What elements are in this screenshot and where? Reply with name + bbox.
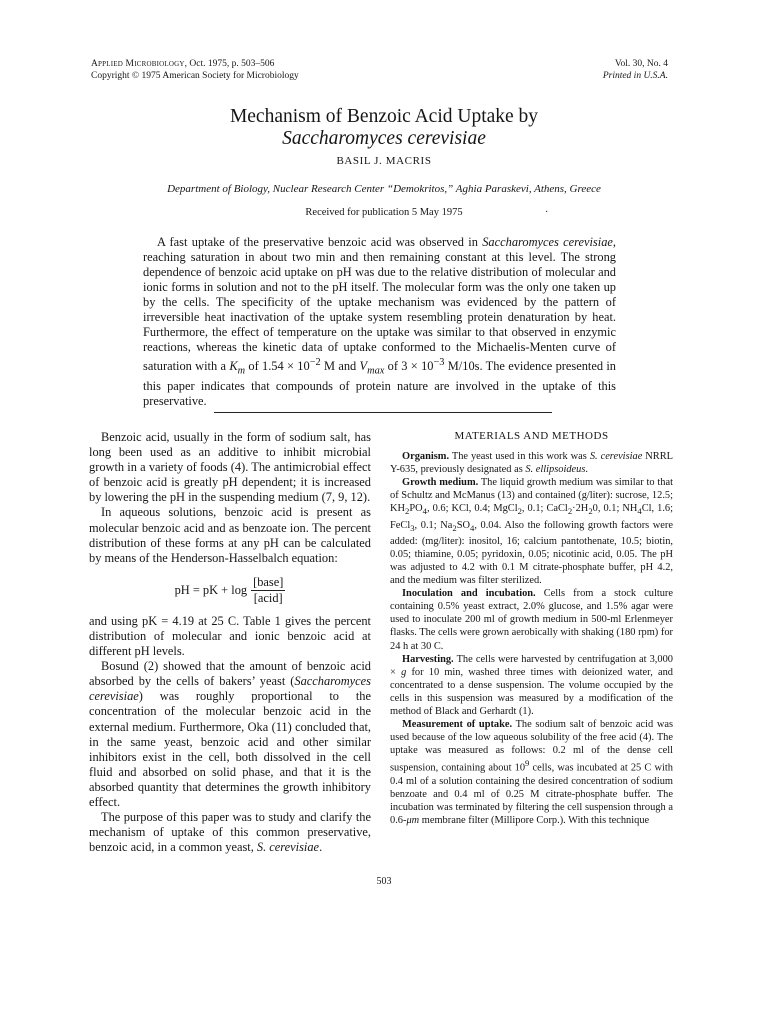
section-heading: MATERIALS AND METHODS: [454, 430, 609, 442]
author-name: BASIL J. MACRIS: [336, 155, 432, 167]
harvesting-paragraph: [390, 653, 673, 718]
title-line-1: Mechanism of Benzoic Acid Uptake by: [229, 106, 539, 127]
paper-title: [0, 106, 768, 150]
journal-name: Applied Microbiology: [91, 59, 185, 69]
paragraph-text: The sodium salt of benzoic acid was used because of the low aqueous solubility of the free acid (4). The uptake was measured as follows: 0.2 ml of the dense cell suspension, containing about 10: [390, 719, 674, 774]
paragraph-text: Cells from a stock culture containing 0.5% yeast extract, 2.0% glucose, and 1.5% agar were used to inoculate 200 ml of growth medium in 500-ml Erlenmeyer flasks. The cells were grown aerobically with shaking (180 rpm) for 24 h at 30 C.: [390, 588, 673, 652]
intro-paragraph-4: [89, 659, 371, 810]
organism-name: S. cerevisiae: [589, 451, 643, 463]
paragraph-text: .: [319, 840, 323, 855]
subscript: 4: [469, 522, 475, 533]
paragraph-text: , 0.1; Na: [414, 519, 453, 531]
abstract-text: , reaching saturation in about two min and then remaining constant at this level. The strong dependence of benzoic acid uptake on pH was due to the relative distribution of molecular and ionic forms in solution and not to the pH itself. The molecular form was the only one taken up by the cells. The specificity of the uptake mechanism was evidenced by the pattern of irreversible heat inactivation of the uptake system resembling protein denaturation by heat. Furthermore, the effect of temperature on the uptake was similar to that observed in enzymic reactions, whereas the kinetic data of uptake conformed to the Michaelis-Menten curve of saturation with a: [143, 235, 617, 374]
subscript: 4: [422, 506, 427, 517]
intro-paragraph-5: [89, 810, 371, 855]
subscript: 2: [517, 506, 522, 517]
henderson-hasselbalch-equation: [89, 574, 371, 608]
title-line-2: Saccharomyces cerevisiae: [282, 128, 486, 149]
paragraph-text: Bosund (2) showed that the amount of benzoic acid absorbed by the cells of bakers’ yeast (: [89, 659, 371, 689]
paragraph-text: , 0.04. Also the following growth factors were added: (mg/liter): inositol, 16; calcium pantothenate, 10.5; biotin, 0.05; thiamine, 0.05; pyridoxin, 0.05; nicotinic acid, 0.05. The pH was adjusted to 4.2 with 0.1 M citrate-phosphate buffer, pH 4.2, and the medium was filter sterilized.: [390, 519, 673, 587]
abstract-paragraph: [143, 235, 616, 409]
paragraph-text: The liquid growth medium was similar to that of Schultz and McManus (13) and contained (g/liter): sucrose, 12.5; KH: [390, 477, 673, 515]
stray-mark: ·: [545, 207, 549, 218]
abstract-text: M and: [320, 359, 360, 374]
paragraph-text: ·2H: [572, 503, 589, 515]
exponent: −2: [309, 357, 321, 368]
paragraph-text: SO: [456, 519, 470, 531]
running-header-left: [91, 58, 299, 82]
abstract-text: of 1.54 × 10: [245, 359, 310, 374]
right-column: [390, 430, 673, 827]
subscript: 2: [405, 506, 410, 517]
paragraph-text: The yeast used in this work was: [449, 451, 590, 463]
received-date: Received for publication 5 May 1975: [305, 207, 463, 218]
vmax-subscript: max: [367, 365, 385, 377]
run-in-heading: Growth medium.: [402, 477, 479, 489]
affiliation: Department of Biology, Nuclear Research Center “Demokritos,” Aghia Paraskevi, Athens, Greece: [167, 183, 601, 195]
g-symbol: g: [401, 666, 407, 678]
left-column: [89, 430, 371, 855]
km-symbol: K: [229, 359, 238, 374]
paragraph-text: , 0.6; KCl, 0.4; MgCl: [426, 503, 518, 515]
exponent: −3: [433, 357, 445, 368]
abstract-organism: Saccharomyces cerevisiae: [482, 235, 613, 249]
paragraph-text: membrane filter (Millipore Corp.). With this technique: [419, 815, 650, 827]
abstract-text: M/10s. The evidence presented in this paper indicates that compounds of protein nature are involved in the uptake of this preservative.: [143, 359, 616, 408]
paragraph-text: .: [585, 464, 588, 476]
equation-lhs: pH = pK + log: [174, 583, 248, 598]
run-in-heading: Harvesting.: [402, 653, 454, 665]
growth-medium-paragraph: [390, 476, 673, 587]
paragraph-text: The purpose of this paper was to study and clarify the mechanism of uptake of this common preservative, benzoic acid, in a common yeast,: [89, 810, 371, 855]
paragraph-text: The cells were harvested by centrifugation at 3,000 ×: [390, 653, 673, 678]
paragraph-text: , 0.1; CaCl: [521, 503, 568, 515]
subscript: 2: [452, 522, 457, 533]
paragraph-text: NRRL Y-635, previously designated as: [390, 451, 673, 476]
printed-line: Printed in U.S.A.: [602, 71, 668, 81]
uptake-paragraph: [390, 718, 673, 827]
paragraph-text: PO: [409, 503, 423, 515]
journal-citation: [91, 58, 299, 70]
km-subscript: m: [237, 365, 246, 377]
abstract: [143, 235, 616, 409]
equation-numerator: [base]: [253, 575, 284, 590]
abstract-divider: [214, 412, 552, 413]
abstract-text: A fast uptake of the preservative benzoic acid was observed in: [157, 235, 483, 249]
volume-line: Vol. 30, No. 4: [614, 59, 668, 69]
organism-name: S. ellipsoideus: [525, 464, 586, 476]
copyright-line: Copyright © 1975 American Society for Microbiology: [91, 71, 299, 81]
subscript: 4: [637, 506, 642, 517]
journal-issue: , Oct. 1975, p. 503–506: [184, 59, 275, 69]
exponent: 9: [525, 758, 530, 769]
micrometer-unit: μm: [406, 815, 420, 827]
intro-paragraph-3: and using pK = 4.19 at 25 C. Table 1 gives the percent distribution of molecular and ionic benzoic acid at different pH levels.: [89, 613, 371, 659]
vmax-symbol: V: [359, 359, 368, 374]
run-in-heading: Measurement of uptake.: [402, 719, 513, 731]
subscript: 2: [567, 506, 573, 517]
abstract-text: of 3 × 10: [384, 359, 434, 374]
running-header-right: [603, 58, 668, 82]
run-in-heading: Organism.: [402, 451, 450, 463]
inoculation-paragraph: [390, 587, 673, 652]
paragraph-text: Cl, 1.6; FeCl: [390, 503, 674, 531]
page-number: 503: [376, 876, 392, 887]
equation-fraction: [251, 575, 285, 606]
subscript: 3: [410, 522, 415, 533]
organism-name: Saccharomyces cerevisiae: [89, 674, 371, 704]
intro-paragraph-1: Benzoic acid, usually in the form of sodium salt, has long been used as an additive to inhibit microbial growth in a variety of foods (4). The antimicrobial effect of benzoic acid is greatly pH dependent; it is increased by lowering the pH in the suspending medium (7, 9, 12).: [89, 430, 371, 505]
organism-name: S. cerevisiae: [256, 840, 320, 855]
subscript: 2: [588, 506, 593, 517]
run-in-heading: Inoculation and incubation.: [402, 588, 536, 600]
paragraph-text: for 10 min, washed three times with deionized water, and concentrated to a dense suspension. The volume occupied by the cells in this suspension was measured by a modification of the method of Black and Gerhardt (1).: [390, 666, 673, 718]
intro-paragraph-2: In aqueous solutions, benzoic acid is present as molecular benzoic acid and as benzoate ion. The percent distribution of these forms at any pH can be calculated by means of the Henderson-Hasselbalch equation:: [89, 505, 371, 565]
paragraph-text: 0, 0.1; NH: [592, 503, 638, 515]
paragraph-text: ) was roughly proportional to the concentration of the molecular benzoic acid in the external medium. Furthermore, Oka (11) concluded that, in the same yeast, benzoic acid and other similar inhibitors exist in the cell, both dissolved in the cell fluid and absorbed on solid phase, and that it is the absorbed quantity that determines the growth inhibitory effect.: [89, 689, 371, 809]
organism-paragraph: [390, 450, 673, 476]
equation-denominator: [acid]: [253, 591, 283, 606]
paragraph-text: cells, was incubated at 25 C with 0.4 ml of a solution containing the desired concentration of sodium benzoate and 0.4 ml of 0.25 M citrate-phosphate buffer. The incubation was terminated by filtering the cell suspension through a 0.6-: [390, 762, 673, 827]
